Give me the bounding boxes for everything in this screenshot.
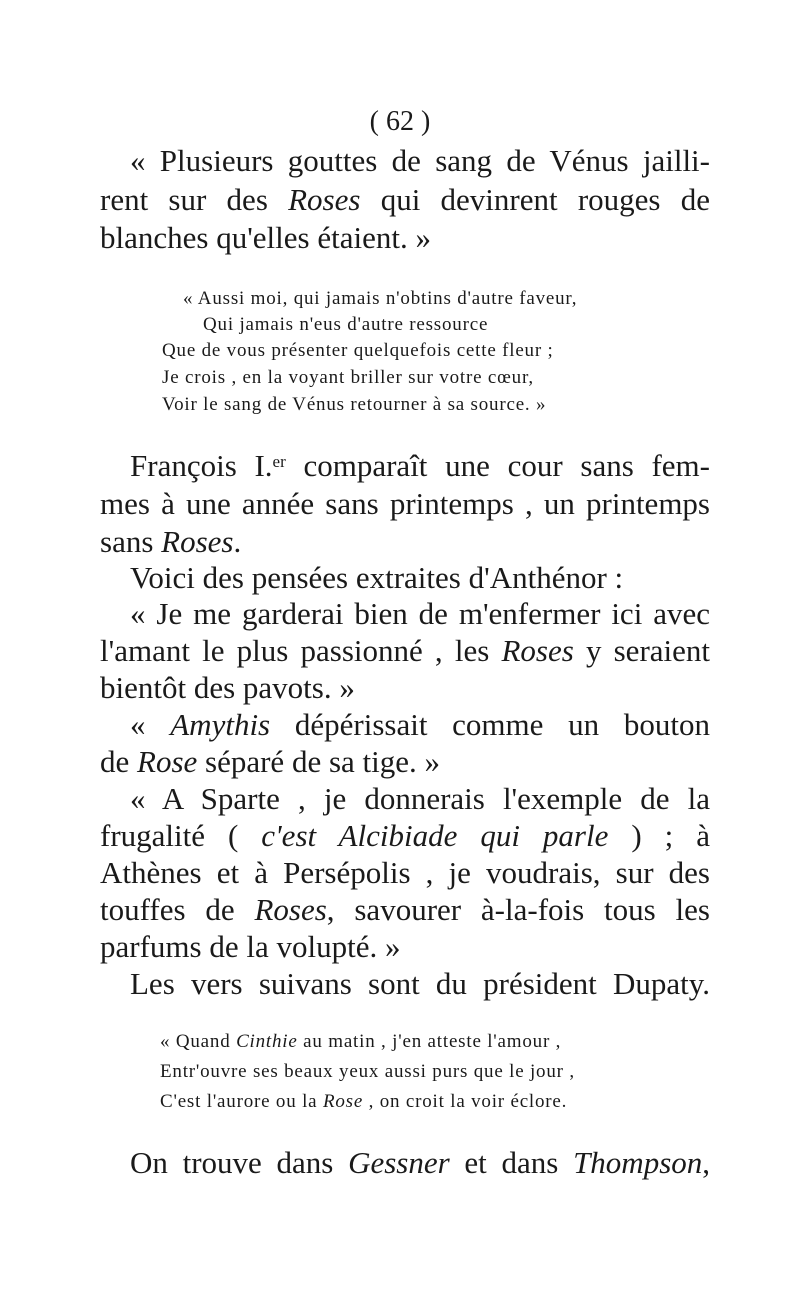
superscript: er xyxy=(272,452,286,471)
text-fragment: de xyxy=(100,744,138,779)
text-fragment: « xyxy=(130,707,171,742)
text-line: bientôt des pavots. » xyxy=(100,670,355,705)
text-fragment: et dans xyxy=(449,1145,574,1180)
text-line xyxy=(100,182,710,218)
text-line: parfums de la volupté. » xyxy=(100,929,401,964)
text-fragment: dépérissait comme un bouton xyxy=(270,707,710,742)
text-fragment: , savourer à-la-fois tous les xyxy=(326,892,710,927)
text-line: mes à une année sans printemps , un printemps xyxy=(100,486,710,521)
text-fragment: « Quand xyxy=(160,1031,237,1052)
text-fragment: On trouve dans xyxy=(130,1145,349,1180)
italic-word: Thompson xyxy=(573,1145,703,1180)
text-fragment: comparaît une cour sans fem- xyxy=(285,448,710,483)
text-fragment: , on croit la voir éclore. xyxy=(363,1091,568,1112)
verse-line: Entr'ouvre ses beaux yeux aussi purs que le jour , xyxy=(160,1061,575,1082)
text-fragment: . xyxy=(233,524,242,559)
text-line: « A Sparte , je donnerais l'exemple de la xyxy=(130,781,710,816)
italic-word: Gessner xyxy=(348,1145,450,1180)
italic-word: Roses xyxy=(161,524,234,559)
text-fragment: ) ; à xyxy=(608,818,711,853)
text-line: « Plusieurs gouttes de sang de Vénus jailli- xyxy=(130,143,710,178)
italic-word: Rose xyxy=(137,744,198,779)
text-line xyxy=(100,818,710,854)
text-line: Voici des pensées extraites d'Anthénor : xyxy=(130,560,624,595)
verse-line xyxy=(160,1090,567,1114)
text-fragment: l'amant le plus passionné , les xyxy=(100,633,502,668)
text-line xyxy=(100,633,710,669)
text-fragment: au matin , j'en atteste l'amour , xyxy=(297,1031,562,1052)
text-line xyxy=(100,744,440,780)
text-fragment: frugalité ( xyxy=(100,818,262,853)
verse-line: Que de vous présenter quelquefois cette fleur ; xyxy=(162,340,554,361)
text-fragment: , xyxy=(702,1145,711,1180)
verse-line: Qui jamais n'eus d'autre ressource xyxy=(203,314,489,335)
text-fragment: sans xyxy=(100,524,162,559)
text-fragment: touffes de xyxy=(100,892,255,927)
text-line: Athènes et à Persépolis , je voudrais, sur des xyxy=(100,855,710,890)
page-number: ( 62 ) xyxy=(369,106,431,137)
italic-word: Amythis xyxy=(170,707,271,742)
text-fragment: séparé de sa tige. » xyxy=(197,744,441,779)
text-fragment: qui devinrent rouges de xyxy=(360,182,710,217)
text-line xyxy=(100,892,710,928)
text-line: Les vers suivans sont du président Dupaty. xyxy=(130,966,710,1001)
italic-phrase: c'est Alcibiade qui parle xyxy=(261,818,609,853)
verse-line: Voir le sang de Vénus retourner à sa source. » xyxy=(162,394,547,415)
italic-word: Roses xyxy=(254,892,327,927)
text-line: « Je me garderai bien de m'enfermer ici avec xyxy=(130,596,710,631)
italic-word: Roses xyxy=(501,633,574,668)
text-fragment: y seraient xyxy=(573,633,711,668)
text-line: blanches qu'elles étaient. » xyxy=(100,220,431,255)
text-fragment: François I. xyxy=(130,448,273,483)
italic-word: Rose xyxy=(322,1091,364,1112)
text-fragment: rent sur des xyxy=(100,182,289,217)
text-line xyxy=(130,1145,710,1181)
verse-line xyxy=(160,1030,561,1054)
italic-word: Roses xyxy=(288,182,361,217)
text-fragment: C'est l'aurore ou la xyxy=(160,1091,323,1112)
text-line xyxy=(130,448,710,484)
italic-word: Cinthie xyxy=(236,1031,298,1052)
text-line xyxy=(100,524,241,560)
verse-line: Je crois , en la voyant briller sur votre cœur, xyxy=(162,367,534,388)
verse-line: « Aussi moi, qui jamais n'obtins d'autre faveur, xyxy=(183,288,578,309)
text-line xyxy=(130,707,710,743)
